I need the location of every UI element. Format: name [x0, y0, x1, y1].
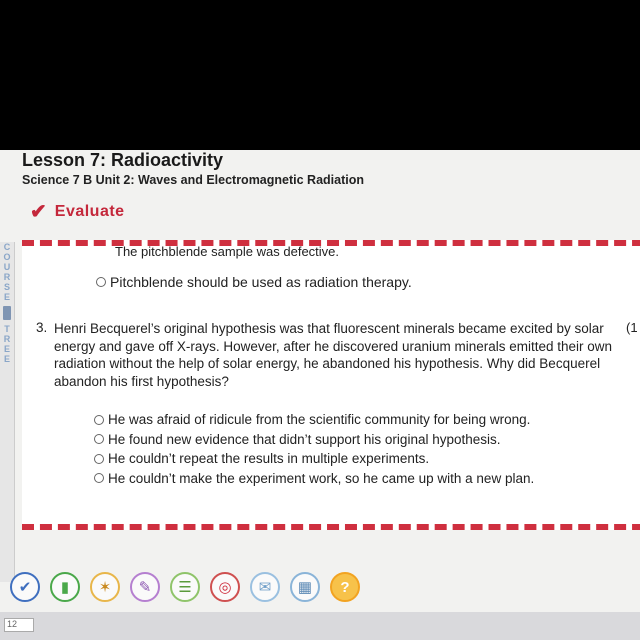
checkmark-icon: ✔: [30, 201, 47, 223]
course-tree-letter: U: [3, 262, 11, 272]
drag-handle-icon[interactable]: [3, 306, 11, 320]
radio-button[interactable]: [94, 473, 104, 483]
course-tree-letter: S: [3, 282, 10, 292]
question-text: Henri Becquerel’s original hypothesis was that fluorescent minerals became excited by solar energy and gave off X-rays. However, after he discovered uranium minerals emitted their own radiation without the help of solar energy, he abandoned his hypothesis. Why did Becquerel abandon his first hypothesis?: [54, 321, 613, 389]
help-icon[interactable]: ?: [330, 572, 360, 602]
previous-option-cut[interactable]: The pitchblende sample was defective.: [115, 244, 340, 259]
answer-option[interactable]: [94, 430, 534, 450]
radio-button[interactable]: [94, 454, 104, 464]
course-tree-letter: R: [3, 334, 11, 344]
answer-option[interactable]: [94, 469, 534, 489]
pin-icon[interactable]: ✎: [130, 572, 160, 602]
radio-button[interactable]: [94, 434, 104, 444]
lesson-title: Lesson 7: Radioactivity: [22, 150, 224, 170]
calculator-icon[interactable]: ▦: [290, 572, 320, 602]
check-icon[interactable]: ✔: [10, 572, 40, 602]
lesson-screen: [0, 150, 640, 640]
tool-toolbar: [10, 562, 640, 612]
page-number-field[interactable]: 12: [4, 618, 34, 632]
compass-icon[interactable]: ✶: [90, 572, 120, 602]
course-tree-letter: C: [3, 242, 11, 252]
mail-icon[interactable]: ✉: [250, 572, 280, 602]
option-label: He found new evidence that didn’t support his original hypothesis.: [108, 431, 501, 447]
book-icon[interactable]: ▮: [50, 572, 80, 602]
radio-button[interactable]: [96, 277, 106, 287]
course-subtitle: Science 7 B Unit 2: Waves and Electromagnetic Radiation: [22, 173, 364, 187]
radio-button[interactable]: [94, 415, 104, 425]
target-icon[interactable]: ◎: [210, 572, 240, 602]
option-label: Pitchblende should be used as radiation therapy.: [110, 274, 412, 290]
section-label: Evaluate: [54, 203, 125, 220]
course-tree-letter: E: [3, 354, 10, 364]
answer-options: [94, 410, 534, 488]
previous-option[interactable]: [96, 274, 412, 290]
option-label: He couldn’t make the experiment work, so he came up with a new plan.: [108, 470, 535, 486]
option-label: He couldn’t repeat the results in multiple experiments.: [108, 451, 430, 467]
option-label: He was afraid of ridicule from the scientific community for being wrong.: [108, 412, 531, 428]
course-tree-tab[interactable]: [0, 242, 15, 582]
course-tree-letter: O: [3, 252, 11, 262]
course-tree-letter: E: [3, 292, 10, 302]
notepad-icon[interactable]: ☰: [170, 572, 200, 602]
question-points: (1: [626, 320, 638, 335]
course-tree-letter: E: [3, 344, 10, 354]
answer-option[interactable]: [94, 449, 534, 469]
question-panel: [22, 240, 640, 530]
section-evaluate: [30, 202, 125, 222]
course-tree-letter: T: [4, 324, 10, 334]
footer-bar: [0, 612, 640, 640]
question-number: 3.: [36, 320, 48, 335]
lesson-header: [22, 150, 364, 187]
course-tree-letter: R: [3, 272, 11, 282]
answer-option[interactable]: [94, 410, 534, 430]
